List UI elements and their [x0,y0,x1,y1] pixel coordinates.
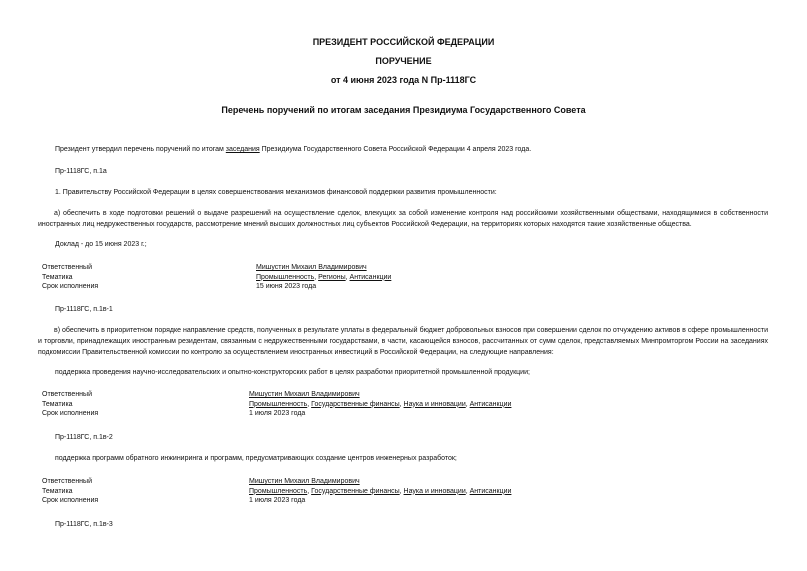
paragraph-1: 1. Правительству Российской Федерации в целях совершенствования механизмов финансовой поддержки развития промышленности: [55,189,497,196]
topic-list: Промышленность, Регионы, Антисанкции [256,273,392,281]
topic-list: Промышленность, Государственные финансы, Наука и инновации, Антисанкции [249,400,512,408]
topic-link[interactable]: Наука и инновации [403,487,466,495]
issuer-title: ПРЕЗИДЕНТ РОССИЙСКОЙ ФЕДЕРАЦИИ [312,37,495,47]
label-deadline: Срок исполнения [42,497,99,504]
responsible-person-link[interactable]: Мишустин Михаил Владимирович [249,478,360,485]
intro-text-before: Президент утвердил перечень поручений по итогам [55,146,226,153]
deadline-value: 1 июля 2023 года [249,497,306,504]
topic-link[interactable]: Промышленность [249,487,308,495]
topic-link[interactable]: Государственные финансы [311,487,400,495]
label-topic: Тематика [42,487,73,495]
document-subject: Перечень поручений по итогам заседания Президиума Государственного Совета [221,105,586,115]
document-date-number: от 4 июня 2023 года N Пр-1118ГС [330,75,477,85]
topic-link[interactable]: Антисанкции [349,273,392,281]
paragraph-a: а) обеспечить в ходе подготовки решений о выдаче разрешений на осуществление сделок, влекущих за собой изменение контроля над российскими хозяйственными обществами, находящимися в собственности иностранных лиц недружественных государств, рассмотрение мнений высших должностных лиц субъектов Российской Федерации, на территориях которых находятся такие хозяйственные общества. [38,210,768,228]
label-responsible: Ответственный [42,264,92,271]
label-deadline: Срок исполнения [42,283,99,290]
item-code-1a: Пр-1118ГС, п.1а [55,168,107,175]
intro-text-after: Президиума Государственного Совета Российской Федерации 4 апреля 2023 года. [259,146,532,153]
document-type: ПОРУЧЕНИЕ [375,56,432,66]
topic-link[interactable]: Промышленность [249,400,308,408]
topic-link[interactable]: Регионы [318,273,346,281]
intro-paragraph [55,144,531,155]
label-topic: Тематика [42,273,73,281]
topic-link[interactable]: Промышленность [256,273,315,281]
topic-list: Промышленность, Государственные финансы, Наука и инновации, Антисанкции [249,487,512,495]
responsible-person-link[interactable]: Мишустин Михаил Владимирович [256,264,367,271]
label-responsible: Ответственный [42,478,92,485]
paragraph-v1: поддержка проведения научно-исследовательских и опытно-конструкторских работ в целях разработки приоритетной промышленной продукции; [55,369,530,376]
deadline-value: 1 июля 2023 года [249,410,306,417]
paragraph-v: в) обеспечить в приоритетном порядке направление средств, полученных в результате уплаты в федеральный бюджет добровольных взносов при совершении сделок по отчуждению активов в сфере промышленности и торговли, принадлежащих иностранным резидентам, связанным с недружественными государствами, в части, касающейся взносов, рассчитанных от сумм сделок, представляемых Минпромторгом России на заседаниях подкомиссии Правительственной комиссии по контролю за осуществлением иностранных инвестиций в Российской Федерации, на следующие направления: [38,327,768,356]
report-deadline-a: Доклад - до 15 июня 2023 г.; [55,241,147,248]
deadline-value: 15 июня 2023 года [256,283,317,290]
item-code-1v1: Пр-1118ГС, п.1в-1 [55,306,113,313]
topic-link[interactable]: Государственные финансы [311,400,400,408]
item-code-1v3: Пр-1118ГС, п.1в-3 [55,521,113,528]
topic-link[interactable]: Антисанкции [469,487,512,495]
label-responsible: Ответственный [42,391,92,398]
item-code-1v2: Пр-1118ГС, п.1в-2 [55,434,113,441]
topic-link[interactable]: Наука и инновации [403,400,466,408]
topic-link[interactable]: Антисанкции [469,400,512,408]
label-topic: Тематика [42,400,73,408]
responsible-person-link[interactable]: Мишустин Михаил Владимирович [249,391,360,398]
paragraph-v2: поддержка программ обратного инжиниринга и программ, предусматривающих создание центров инженерных разработок; [55,455,457,462]
meeting-link[interactable]: заседания [225,146,260,153]
label-deadline: Срок исполнения [42,410,99,417]
